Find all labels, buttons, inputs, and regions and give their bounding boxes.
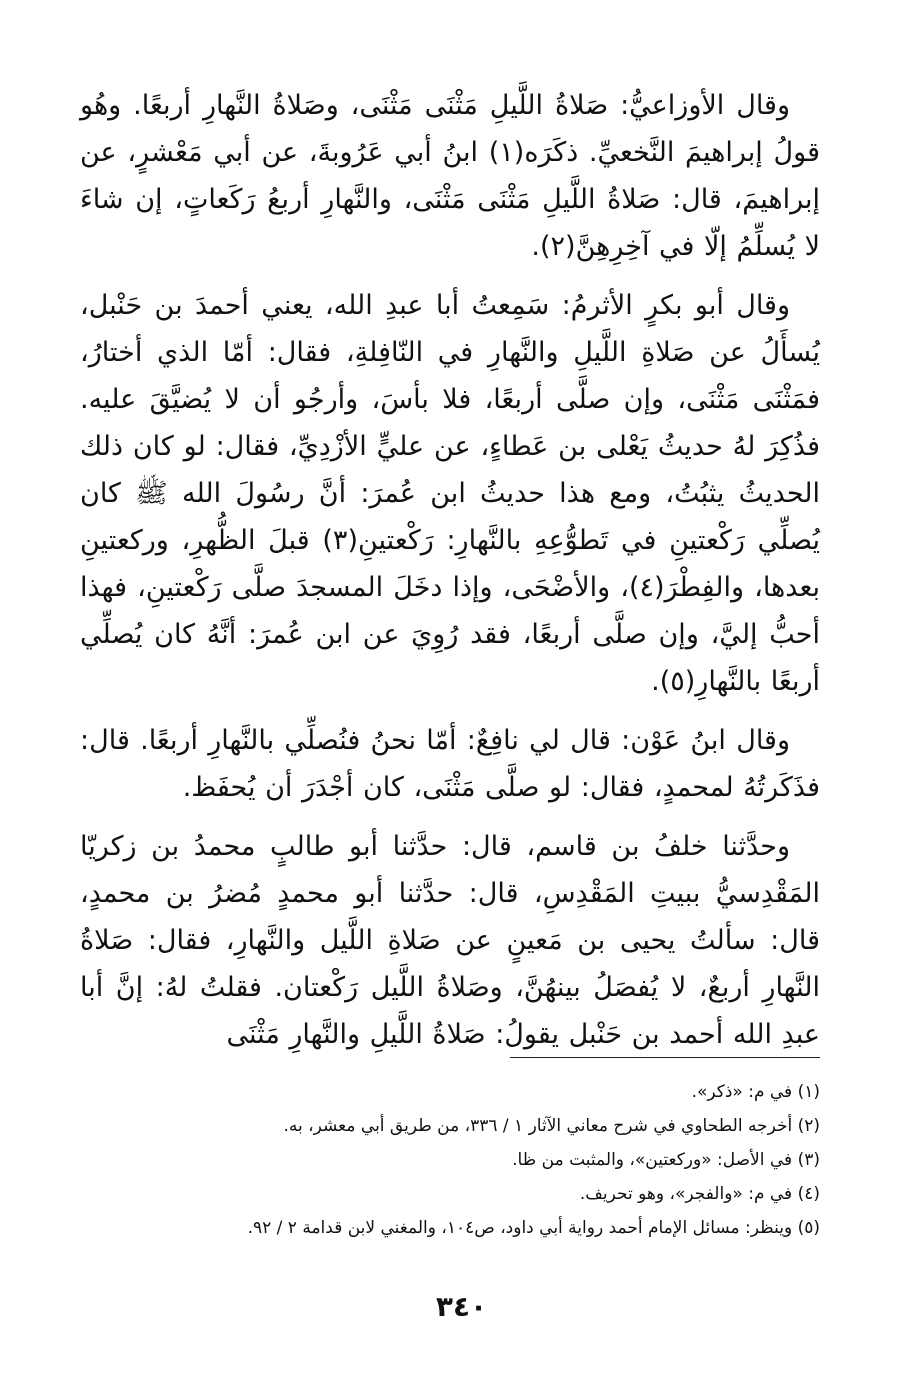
footnote-2: (٢) أخرجه الطحاوي في شرح معاني الآثار ١ / ٣٣٦، من طريق أبي معشر، به.	[283, 1116, 820, 1136]
footnote-4: (٤) في م: «والفجر»، وهو تحريف.	[579, 1184, 820, 1204]
footnote-5: (٥) وينظر: مسائل الإمام أحمد رواية أبي داود، ص١٠٤، والمغني لابن قدامة ٢ / ٩٢.	[247, 1218, 820, 1238]
paragraph-khalaf: وحدَّثنا خلفُ بن قاسم، قال: حدَّثنا أبو طالبٍ محمدُ بن زكريّا المَقْدِسيُّ ببيتِ المَقْدِسِ، قال: حدَّثنا أبو محمدٍ مُضرُ بن محمدٍ، قال: سألتُ يحيى بن مَعينٍ عن صَلاةِ اللَّيل والنَّهارِ، فقال: صَلاةُ النَّهارِ أربعٌ، لا يُفصَلُ بينهُنَّ، وصَلاةُ اللَّيل رَكْعتان. فقلتُ لهُ: إنَّ أبا عبدِ الله أحمد بن حَنْبل يقولُ: صَلاةُ اللَّيلِ والنَّهارِ مَثْنَى	[80, 831, 820, 1050]
paragraph-awzai: وقال الأوزاعيُّ: صَلاةُ اللَّيلِ مَثْنَى مَثْنَى، وصَلاةُ النَّهارِ أربعًا. وهُو قولُ إبراهيمَ النَّخعيِّ. ذكَرَه(١) ابنُ أبي عَرُوبةَ، عن أبي مَعْشرٍ، عن إبراهيمَ، قال: صَلاةُ اللَّيلِ مَثْنَى مَثْنَى، والنَّهارِ أربعُ رَكَعاتٍ، إن شاءَ لا يُسلِّمُ إلّا في آخِرِهِنَّ(٢).	[80, 90, 820, 262]
paragraph-athram: وقال أبو بكرٍ الأثرمُ: سَمِعتُ أبا عبدِ الله، يعني أحمدَ بن حَنْبل، يُسأَلُ عن صَلاةِ اللَّيلِ والنَّهارِ في النّافِلةِ، فقال: أمّا الذي أختارُ، فمَثْنَى مَثْنَى، وإن صلَّى أربعًا، فلا بأسَ، وأرجُو أن لا يُضيَّقَ عليه. فذُكِرَ لهُ حديثُ يَعْلى بن عَطاءٍ، عن عليٍّ الأزْدِيِّ، فقال: لو كان ذلك الحديثُ يثبُتُ، ومع هذا حديثُ ابن عُمرَ: أنَّ رسُولَ الله ﷺ كان يُصلِّي رَكْعتينِ في تَطوُّعِهِ بالنَّهارِ: رَكْعتينِ(٣) قبلَ الظُّهرِ، وركعتينِ بعدها، والفِطْرَ(٤)، والأضْحَى، وإذا دخَلَ المسجدَ صلَّى رَكْعتينِ، فهذا أحبُّ إليَّ، وإن صلَّى أربعًا، فقد رُوِيَ عن ابن عُمرَ: أنَّهُ كان يُصلِّي أربعًا بالنَّهارِ(٥).	[80, 290, 820, 697]
page-number: ٣٤٠	[435, 1290, 488, 1323]
paragraph-ibn-awn: وقال ابنُ عَوْن: قال لي نافِعٌ: أمّا نحنُ فنُصلِّي بالنَّهارِ أربعًا. قال: فذَكَرتُهُ لمحمدٍ، فقال: لو صلَّى مَثْنَى، كان أجْدَرَ أن يُحفَظ.	[80, 725, 820, 803]
footnote-1: (١) في م: «ذكر».	[691, 1082, 820, 1102]
main-text	[80, 82, 820, 1070]
footnotes	[100, 1075, 820, 1245]
footnote-3: (٣) في الأصل: «وركعتين»، والمثبت من ظا.	[512, 1150, 820, 1170]
footnote-divider	[510, 1057, 820, 1058]
